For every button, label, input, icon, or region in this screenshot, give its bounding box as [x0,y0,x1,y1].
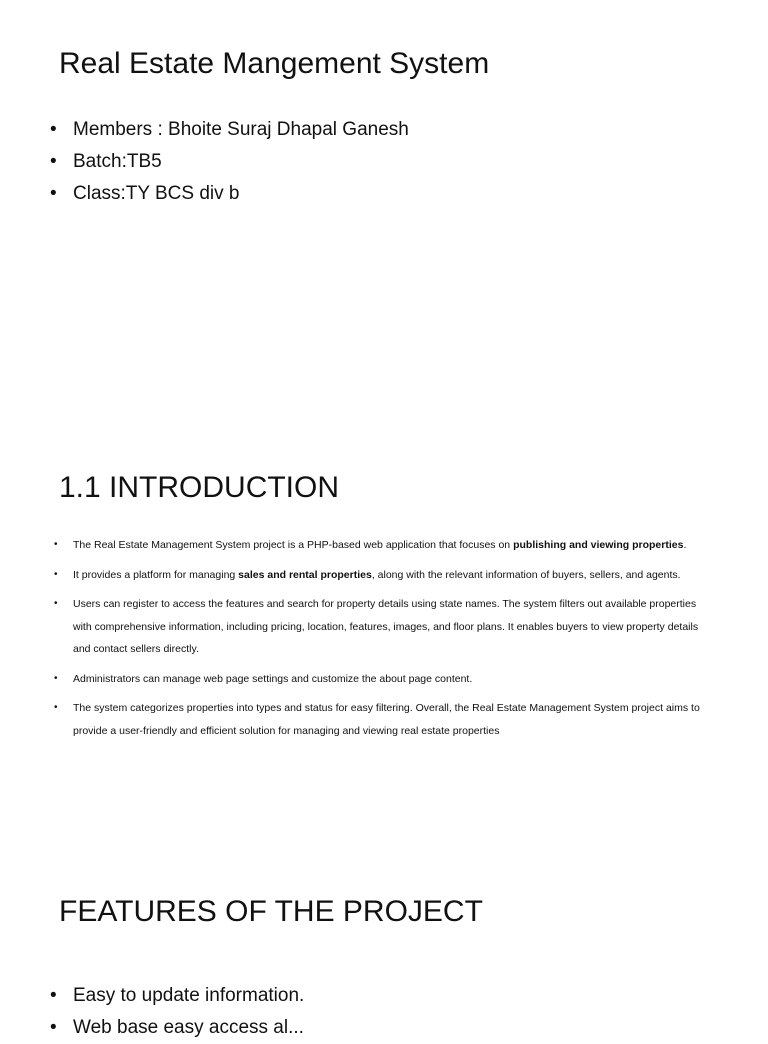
slide-title-heading: Real Estate Mangement System [59,47,490,80]
list-item: • The Real Estate Management System project is a PHP-based web application that focuses on publishing and viewing properties. [54,534,714,557]
list-item: • Easy to update information. [50,980,304,1012]
list-item: • Administrators can manage web page settings and customize the about page content. [54,668,714,691]
list-item: • Batch:TB5 [50,146,409,178]
introduction-heading: 1.1 INTRODUCTION [59,471,340,504]
list-item: • It provides a platform for managing sales and rental properties, along with the relevant information of buyers, sellers, and agents. [54,564,714,587]
list-item: • The system categorizes properties into types and status for easy filtering. Overall, the Real Estate Management System project aims to provide a user-friendly and efficient solution for managing and viewing real estate properties [54,697,714,742]
list-item: • Web base easy access al... [50,1012,304,1044]
features-heading: FEATURES OF THE PROJECT [59,895,483,928]
list-item: • Members : Bhoite Suraj Dhapal Ganesh [50,114,409,146]
list-item: • Class:TY BCS div b [50,178,409,210]
list-item: • Users can register to access the features and search for property details using state names. The system filters out available properties with comprehensive information, including pricing, location, features, images, and floor plans. It enables buyers to view property details and contact sellers directly. [54,593,714,661]
features-list [50,980,304,1044]
